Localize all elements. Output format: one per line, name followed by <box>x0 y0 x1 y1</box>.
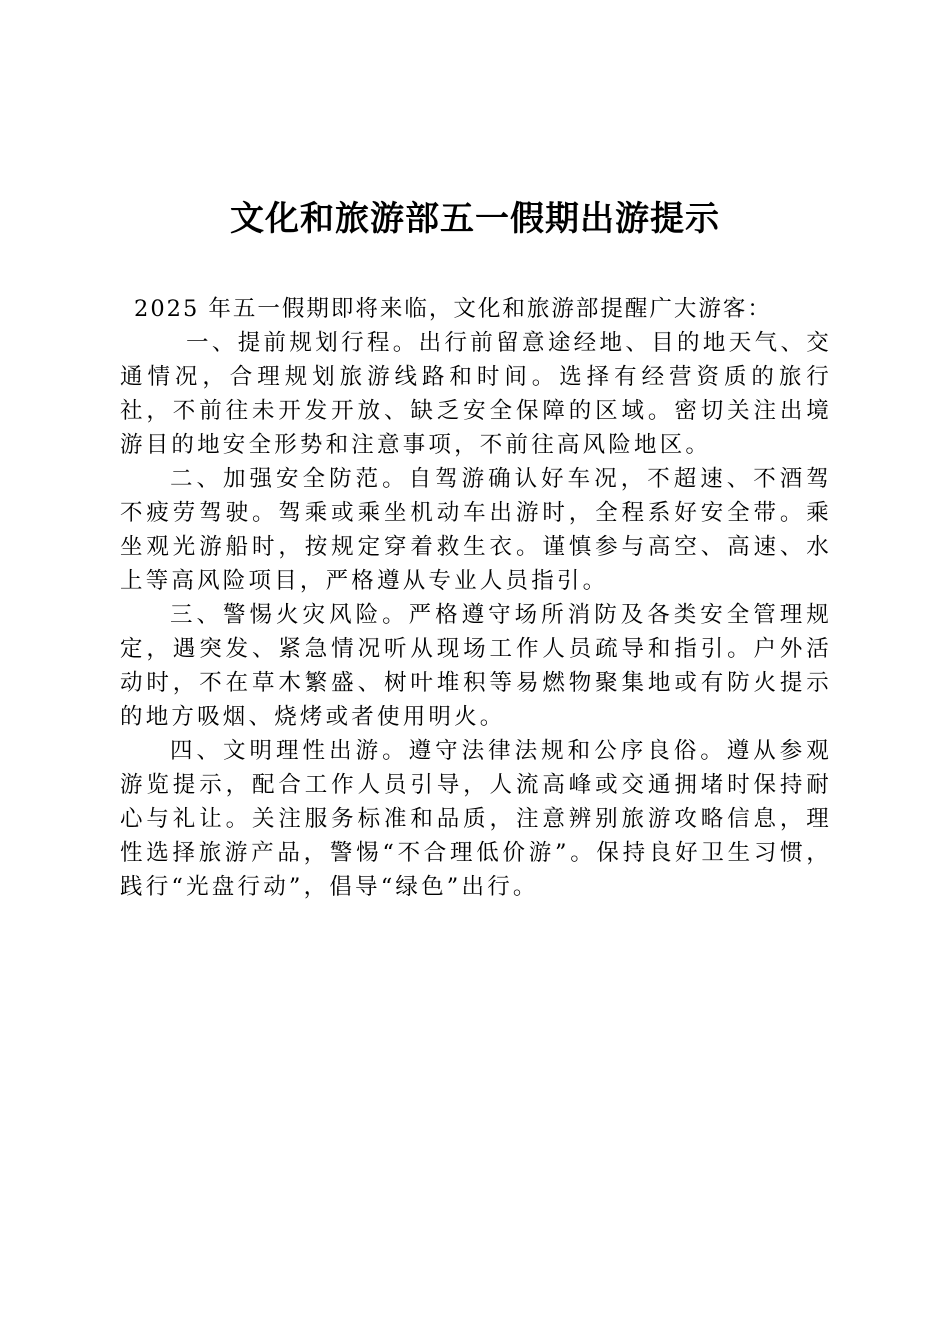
paragraph-plan-itinerary: 一、提前规划行程。出行前留意途经地、目的地天气、交通情况，合理规划旅游线路和时间。选择有经营资质的旅行社，不前往未开发开放、缺乏安全保障的区域。密切关注出境游目的地安全形势和注意事项，不前往高风险地区。 <box>120 330 832 458</box>
document-title: 文化和旅游部五一假期出游提示 <box>230 199 720 239</box>
document-body <box>120 292 832 904</box>
paragraph-safety-precautions: 二、加强安全防范。自驾游确认好车况，不超速、不酒驾不疲劳驾驶。驾乘或乘坐机动车出游时，全程系好安全带。乘坐观光游船时，按规定穿着救生衣。谨慎参与高空、高速、水上等高风险项目，严格遵从专业人员指引。 <box>120 466 832 594</box>
intro-paragraph: 2025 年五一假期即将来临，文化和旅游部提醒广大游客： <box>134 296 772 322</box>
paragraph-fire-risk: 三、警惕火灾风险。严格遵守场所消防及各类安全管理规定，遇突发、紧急情况听从现场工作人员疏导和指引。户外活动时，不在草木繁盛、树叶堆积等易燃物聚集地或有防火提示的地方吸烟、烧烤或者使用明火。 <box>120 602 832 730</box>
paragraph-civilized-travel: 四、文明理性出游。遵守法律法规和公序良俗。遵从参观游览提示，配合工作人员引导，人流高峰或交通拥堵时保持耐心与礼让。关注服务标准和品质，注意辨别旅游攻略信息，理性选择旅游产品，警惕“不合理低价游”。保持良好卫生习惯，践行“光盘行动”，倡导“绿色”出行。 <box>120 738 832 900</box>
